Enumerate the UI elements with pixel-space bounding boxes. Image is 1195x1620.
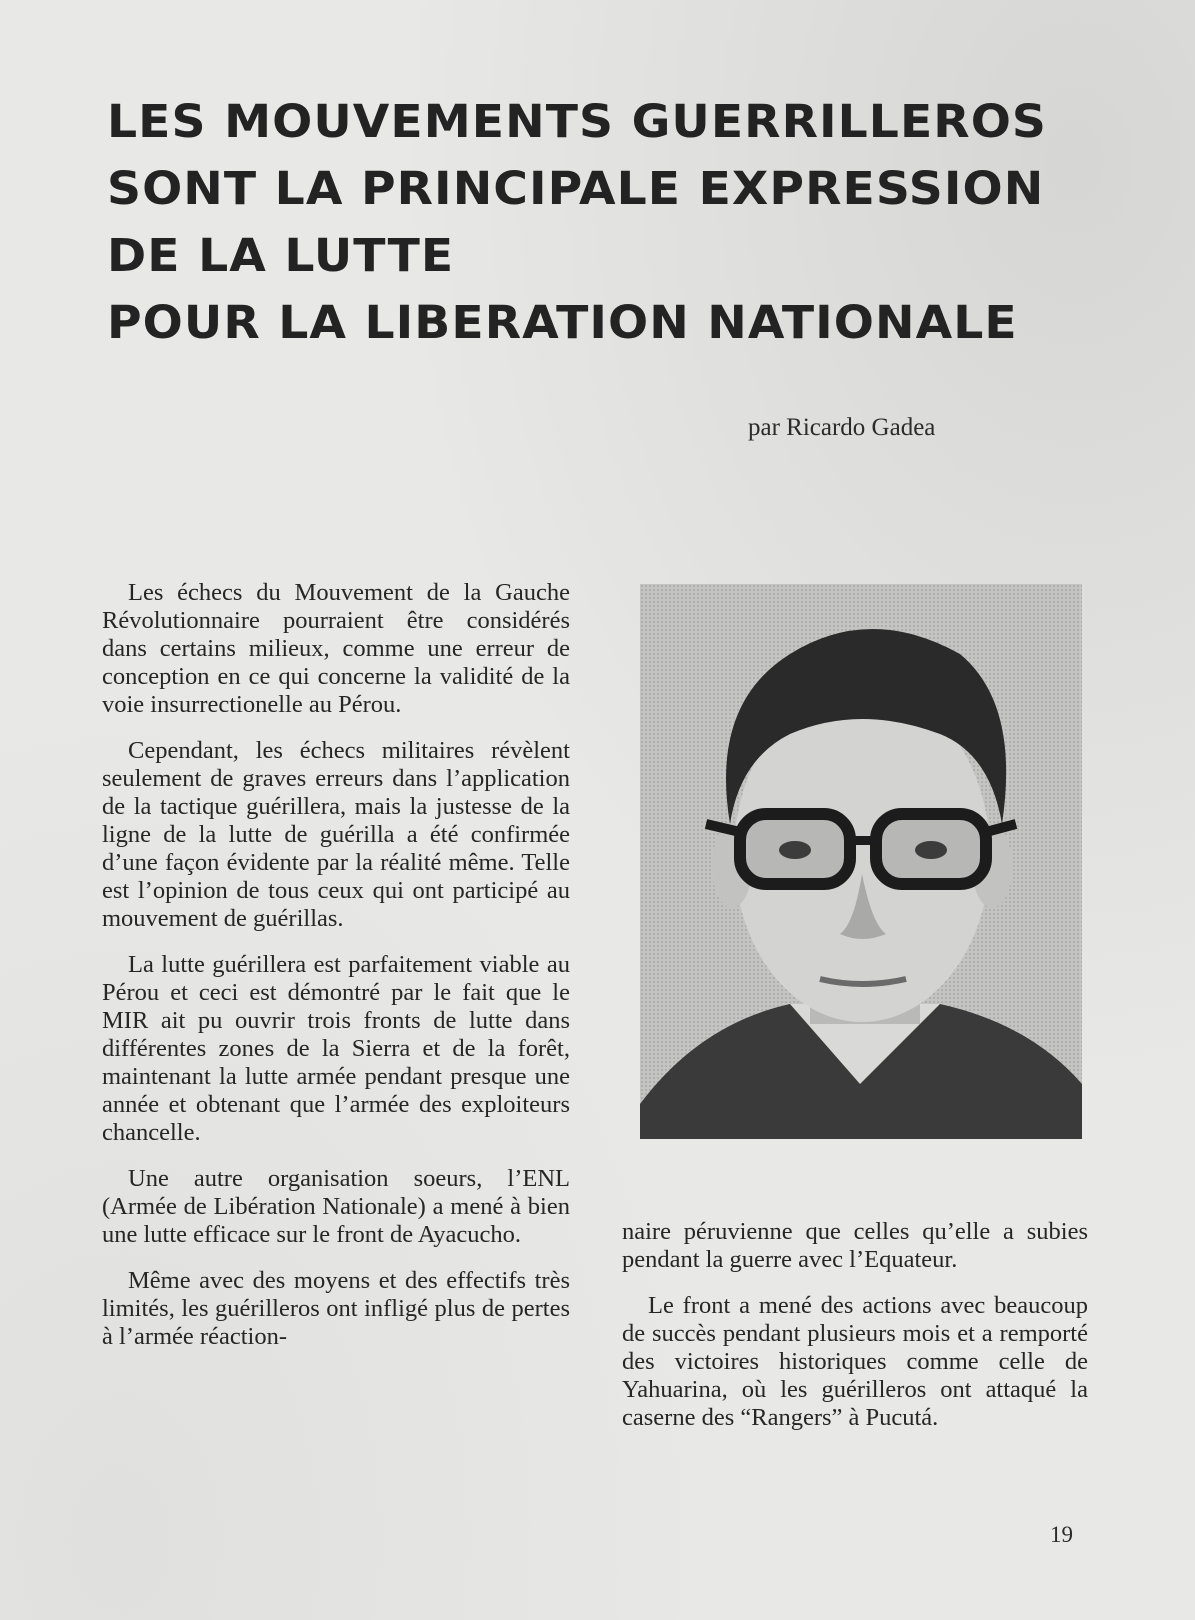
paragraph: Le front a mené des actions avec beaucoup de succès pendant plusieurs mois et a remporté des victoires historiques comme celle de Yahuarina, où les guérilleros ont attaqué la caserne des “Rangers” à Pucutá.: [622, 1292, 1088, 1431]
paragraph: Même avec des moyens et des effectifs très limités, les guérilleros ont infligé plus de pertes à l’armée réaction-: [102, 1267, 570, 1350]
article-title: [107, 88, 1048, 356]
author-byline: par Ricardo Gadea: [748, 414, 936, 441]
right-text-column: [622, 1218, 1088, 1450]
portrait-illustration: [640, 584, 1082, 1139]
paragraph: La lutte guérillera est parfaitement viable au Pérou et ceci est démontré par le fait que le MIR ait pu ouvrir trois fronts de lutte dans différentes zones de la Sierra et de la forêt, maintenant la lutte armée pendant presque une année et obtenant que l’armée des exploiteurs chancelle.: [102, 951, 570, 1146]
left-text-column: [102, 579, 570, 1369]
title-line: SONT LA PRINCIPALE EXPRESSION: [107, 162, 1045, 215]
paragraph: Cependant, les échecs militaires révèlent seulement de graves erreurs dans l’application de la tactique guérillera, mais la justesse de la ligne de la lutte de guérilla a été confirmée d’une façon évidente par la réalité même. Telle est l’opinion de tous ceux qui ont participé au mouvement de guérillas.: [102, 737, 570, 932]
page-number: 19: [1050, 1522, 1073, 1547]
paragraph: naire péruvienne que celles qu’elle a subies pendant la guerre avec l’Equateur.: [622, 1218, 1088, 1273]
paragraph: Une autre organisation soeurs, l’ENL (Armée de Libération Nationale) a mené à bien une lutte efficace sur le front de Ayacucho.: [102, 1165, 570, 1248]
title-line: POUR LA LIBERATION NATIONALE: [107, 296, 1018, 349]
author-portrait-photo: [640, 584, 1082, 1139]
title-line: DE LA LUTTE: [107, 229, 455, 282]
paragraph: Les échecs du Mouvement de la Gauche Révolutionnaire pourraient être considérés dans certains milieux, comme une erreur de conception en ce qui concerne la validité de la voie insurrectionelle au Pérou.: [102, 579, 570, 718]
title-line: LES MOUVEMENTS GUERRILLEROS: [107, 95, 1048, 148]
